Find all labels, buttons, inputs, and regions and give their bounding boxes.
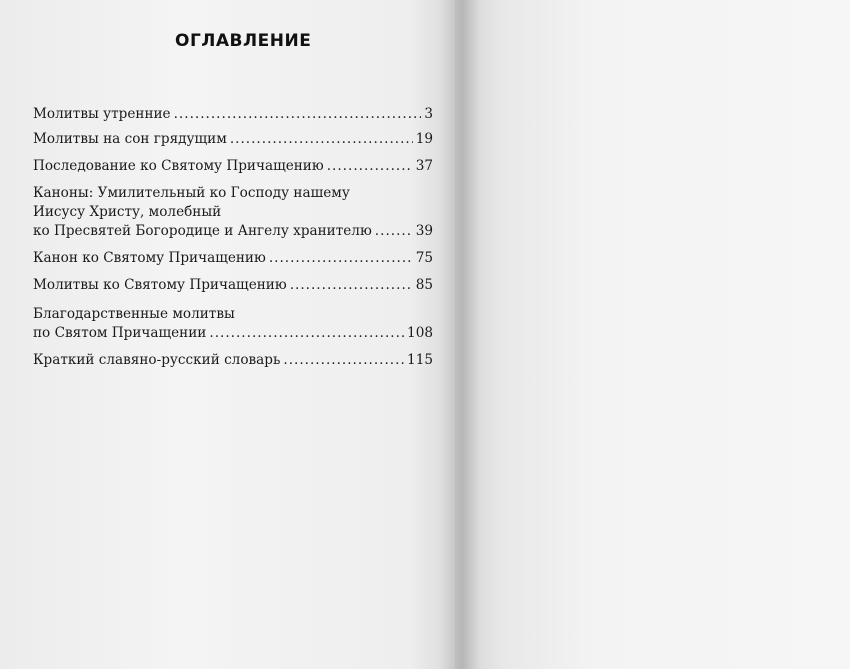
toc-entry-title: Молитвы на сон грядущим (33, 131, 227, 147)
toc-leader-dots (283, 351, 404, 370)
toc-entry (33, 249, 433, 268)
toc-entry-title: Молитвы утренние (33, 106, 171, 122)
toc-entry-title: Краткий славяно-русский словарь (33, 352, 281, 368)
toc-page-number: 37 (415, 158, 433, 174)
toc-entry-title: Иисусу Христу, молебный (33, 204, 222, 220)
toc-leader-dots (209, 324, 404, 343)
toc-leader-dots (327, 157, 413, 176)
toc-leader-dots (375, 222, 413, 241)
gutter-shadow (440, 0, 480, 669)
toc-entry-title: по Святом Причащении (33, 325, 207, 341)
toc-entry (33, 276, 433, 295)
toc-entry (33, 130, 433, 149)
toc-entry-title: Последование ко Святому Причащению (33, 158, 324, 174)
toc-entry-title: Канон ко Святому Причащению (33, 250, 266, 266)
toc-entry-title: ко Пресвятей Богородице и Ангелу хранителю (33, 223, 372, 239)
toc-leader-dots (230, 130, 413, 149)
toc-page-number: 39 (415, 223, 433, 239)
toc-page-number: 19 (415, 131, 433, 147)
toc-page-number: 85 (415, 277, 433, 293)
right-page (455, 0, 850, 669)
toc-leader-dots (174, 105, 422, 124)
table-of-contents (33, 105, 433, 370)
toc-entry-title: Благодарственные молитвы (33, 306, 235, 322)
toc-page-number: 3 (424, 106, 433, 122)
toc-entry (33, 157, 433, 176)
toc-page-number: 115 (407, 352, 433, 368)
toc-entry-title: Каноны: Умилительный ко Господу нашему (33, 185, 350, 201)
toc-entry-title: Молитвы ко Святому Причащению (33, 277, 287, 293)
toc-page-number: 108 (407, 325, 433, 341)
toc-entry (33, 105, 433, 124)
toc-entry (33, 184, 433, 241)
toc-leader-dots (269, 249, 413, 268)
page-title: ОГЛАВЛЕНИЕ (175, 31, 312, 51)
toc-leader-dots (290, 276, 413, 295)
toc-entry (33, 305, 433, 343)
toc-entry (33, 351, 433, 370)
show-through-mark (8, 118, 19, 159)
toc-page-number: 75 (415, 250, 433, 266)
